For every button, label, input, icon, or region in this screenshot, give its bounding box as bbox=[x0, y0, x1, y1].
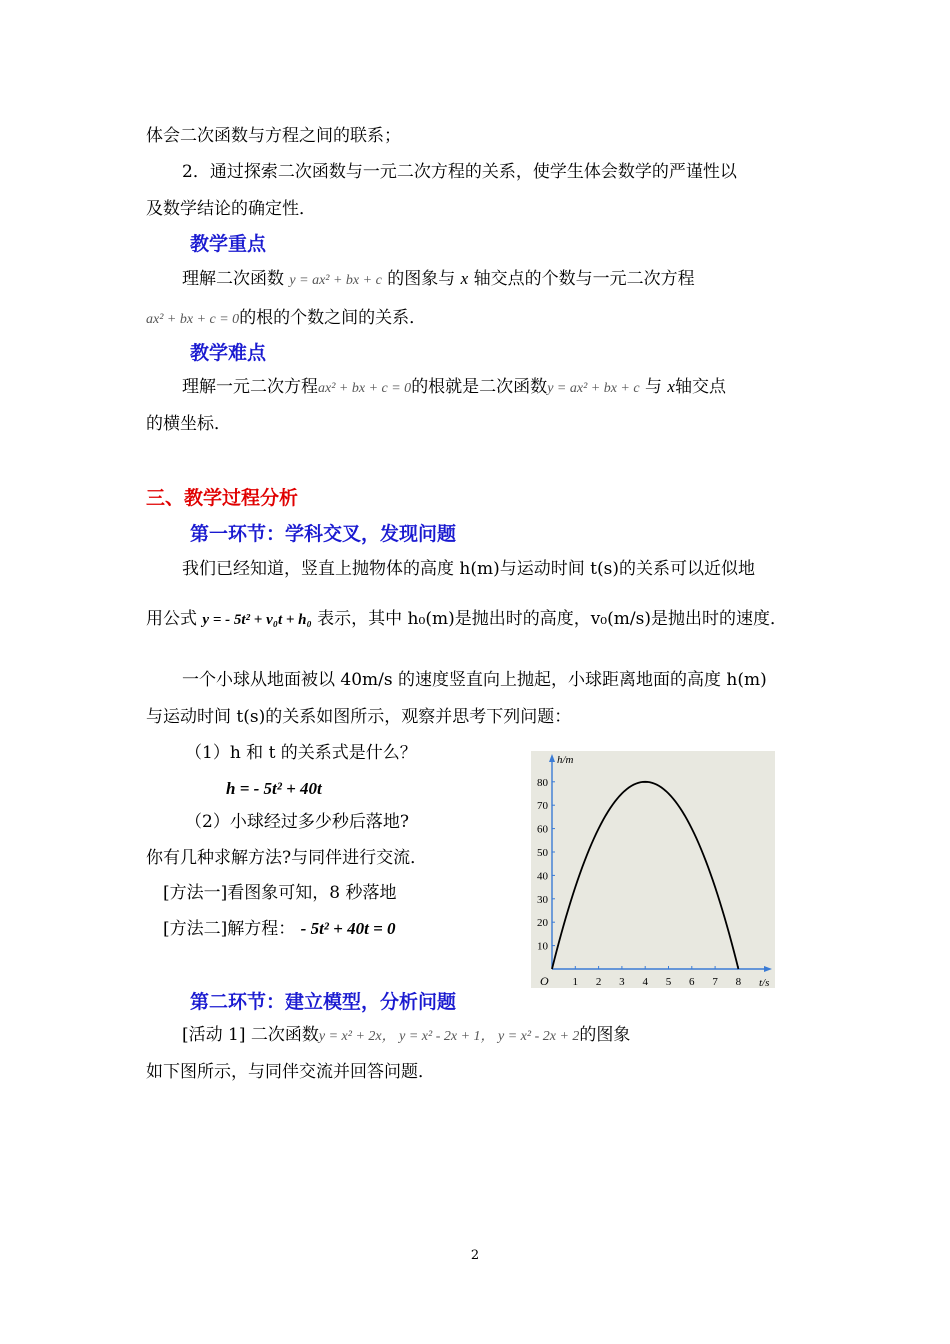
chart-background bbox=[531, 751, 775, 988]
key-point-text-a: 理解二次函数 bbox=[182, 269, 284, 289]
quadratic-equation-formula: ax² + bx + c = 0 bbox=[146, 312, 240, 327]
y-axis-label: h/m bbox=[557, 754, 574, 766]
origin-label: O bbox=[540, 974, 549, 988]
x-axis-label: t/s bbox=[759, 977, 770, 988]
key-point-line-2 bbox=[146, 306, 426, 332]
y-tick-label: 60 bbox=[537, 823, 548, 836]
paragraph-1-line-1: 我们已经知道，竖直上抛物体的高度 h(m)与运动时间 t(s)的关系可以近似地 bbox=[182, 559, 755, 579]
section-3-heading: 三、教学过程分析 bbox=[146, 487, 299, 509]
x-tick-label: 1 bbox=[572, 976, 579, 988]
difficulty-text-d: 轴交点 bbox=[674, 377, 726, 397]
method-2-text: [方法二]解方程： bbox=[163, 919, 296, 939]
step-2-heading: 第二环节：建立模型，分析问题 bbox=[190, 991, 457, 1013]
activity-1-text-a: [活动 1] 二次函数 bbox=[182, 1025, 319, 1045]
difficulty-text-c: 与 bbox=[645, 377, 662, 397]
activity-1-formulas: y = x² + 2x， y = x² - 2x + 1， y = x² - 2x + 2 bbox=[318, 1029, 580, 1044]
difficulty-text-b: 的根就是二次函数 bbox=[411, 377, 548, 397]
difficulty-text-a: 理解一元二次方程 bbox=[182, 377, 318, 397]
y-tick-label: 80 bbox=[537, 776, 548, 789]
y-tick-label: 50 bbox=[537, 847, 548, 859]
y-tick-label: 40 bbox=[537, 870, 548, 883]
activity-1-line-2: 如下图所示，与同伴交流并回答问题． bbox=[146, 1062, 435, 1082]
key-point-text-d: 的根的个数之间的关系． bbox=[239, 308, 427, 328]
paragraph-1-text-a: 用公式 bbox=[146, 609, 197, 629]
paragraph-1-text-b: 表示，其中 h₀(m)是抛出时的高度，v₀(m/s)是抛出时的速度． bbox=[317, 609, 787, 629]
quadratic-function-formula: y = ax² + bx + c bbox=[289, 273, 382, 288]
method-2 bbox=[163, 917, 396, 941]
y-tick-label: 70 bbox=[537, 800, 548, 813]
question-1-answer bbox=[226, 777, 322, 801]
x-tick-label: 3 bbox=[619, 976, 625, 988]
question-1: （1）h 和 t 的关系式是什么？ bbox=[185, 743, 417, 763]
x-tick-label: 2 bbox=[595, 976, 602, 988]
difficulty-equation-formula: ax² + bx + c = 0 bbox=[318, 381, 412, 396]
paragraph-2-line-1: 一个小球从地面被以 40m/s 的速度竖直向上抛起，小球距离地面的高度 h(m) bbox=[182, 670, 767, 690]
key-point-line-1 bbox=[182, 267, 695, 293]
method-1: [方法一]看图象可知，8 秒落地 bbox=[163, 883, 397, 903]
x-variable: x bbox=[460, 269, 469, 288]
difficulty-heading: 教学难点 bbox=[190, 342, 267, 364]
method-2-formula: - 5t² + 40t = 0 bbox=[300, 919, 396, 938]
y-tick-label: 20 bbox=[537, 917, 548, 930]
paragraph-1-line-2 bbox=[146, 607, 787, 632]
step-1-heading: 第一环节：学科交叉，发现问题 bbox=[190, 523, 457, 545]
difficulty-x-variable: x bbox=[667, 377, 675, 396]
question-2-line-2: 你有几种求解方法?与同伴进行交流． bbox=[146, 848, 428, 868]
intro-line-1: 体会二次函数与方程之间的联系； bbox=[146, 126, 401, 146]
activity-1-line-1 bbox=[182, 1023, 630, 1049]
key-point-text-c: 轴交点的个数与一元二次方程 bbox=[473, 269, 695, 289]
x-tick-label: 4 bbox=[642, 976, 648, 988]
y-tick-label: 30 bbox=[537, 893, 548, 906]
answer-formula: h = - 5t² + 40t bbox=[226, 779, 322, 798]
projectile-formula: y = - 5t² + v₀t + h₀ bbox=[202, 612, 312, 628]
x-tick-label: 6 bbox=[689, 976, 695, 988]
page-number: 2 bbox=[470, 1248, 480, 1263]
x-tick-label: 7 bbox=[712, 976, 718, 988]
paragraph-2-line-2: 与运动时间 t(s)的关系如图所示，观察并思考下列问题： bbox=[146, 707, 572, 727]
difficulty-line-2: 的横坐标． bbox=[146, 414, 231, 434]
y-tick-label: 10 bbox=[537, 940, 548, 953]
key-point-text-b: 的图象与 bbox=[387, 269, 456, 289]
intro-line-3: 及数学结论的确定性． bbox=[146, 199, 316, 219]
question-2: （2）小球经过多少秒后落地? bbox=[185, 812, 409, 832]
projectile-chart-svg bbox=[531, 751, 775, 988]
activity-1-text-b: 的图象 bbox=[579, 1025, 631, 1045]
difficulty-line-1 bbox=[182, 375, 726, 401]
difficulty-function-formula: y = ax² + bx + c bbox=[547, 381, 640, 396]
x-tick-label: 8 bbox=[735, 976, 742, 988]
key-point-heading: 教学重点 bbox=[190, 233, 267, 255]
x-tick-label: 5 bbox=[665, 976, 672, 988]
intro-line-2: 2．通过探索二次函数与一元二次方程的关系，使学生体会数学的严谨性以 bbox=[182, 162, 737, 182]
projectile-chart bbox=[531, 751, 775, 988]
